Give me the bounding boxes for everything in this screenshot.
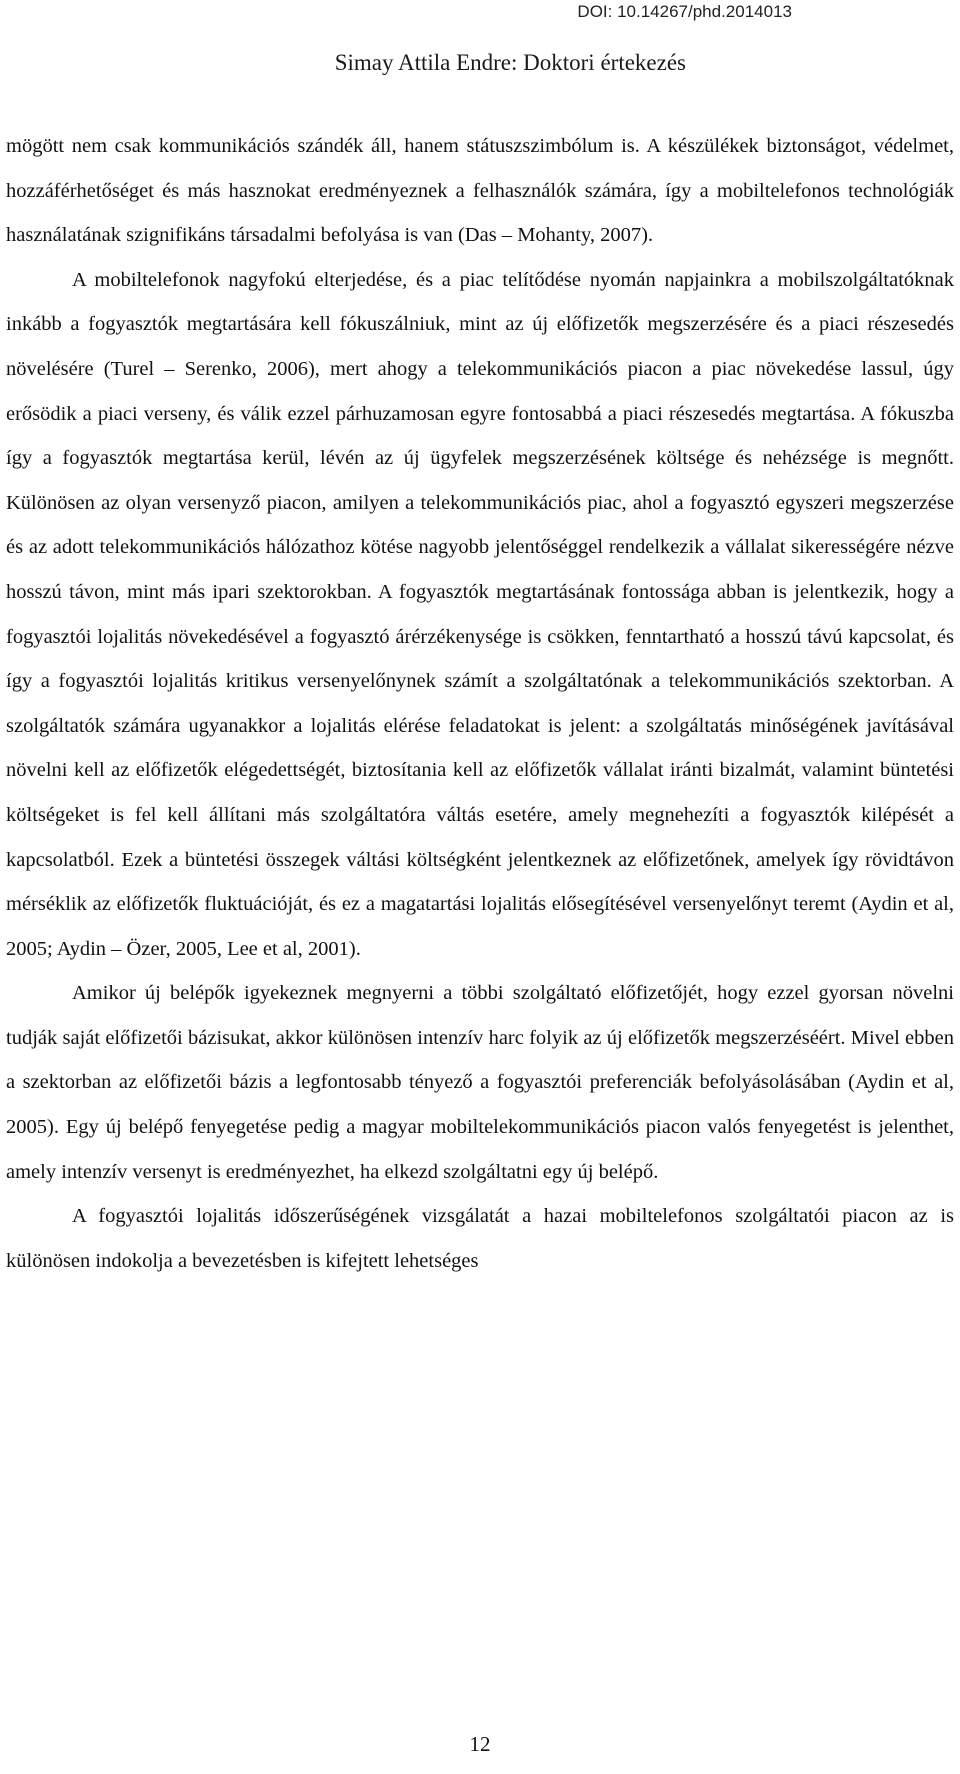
paragraph-3: Amikor új belépők igyekeznek megnyerni a többi szolgáltató előfizetőjét, hogy ezzel gyorsan növelni tudják saját előfizetői bázisukat, akkor különösen intenzív harc folyik az új előfizetők megszerzéséért. Mivel ebben a szektorban az előfizetői bázis a legfontosabb tényező a fogyasztói preferenciák befolyásolásában (Aydin et al, 2005). Egy új belépő fenyegetése pedig a magyar mobiltelekommunikációs piacon valós fenyegetést is jelenthet, amely intenzív versenyt is eredményezhet, ha elkezd szolgáltatni egy új belépő.: [6, 982, 954, 1183]
paragraph-2: A mobiltelefonok nagyfokú elterjedése, és a piac telítődése nyomán napjainkra a mobilszolgáltatóknak inkább a fogyasztók megtartására kell fókuszálniuk, mint az új előfizetők megszerzésére és a piaci részesedés növelésére (Turel – Serenko, 2006), mert ahogy a telekommunikációs piacon a piac növekedése lassul, úgy erősödik a piaci verseny, és válik ezzel párhuzamosan egyre fontosabbá a piaci részesedés megtartása. A fókuszba így a fogyasztók megtartása kerül, lévén az új ügyfelek megszerzésének költsége és nehézsége is megnőtt. Különösen az olyan versenyző piacon, amilyen a telekommunikációs piac, ahol a fogyasztó egyszeri megszerzése és az adott telekommunikációs hálózathoz kötése nagyobb jelentőséggel rendelkezik a vállalat sikerességére nézve hosszú távon, mint más ipari szektorokban. A fogyasztók megtartásának fontossága abban is jelentkezik, hogy a fogyasztói lojalitás növekedésével a fogyasztó árérzékenysége is csökken, fenntartható a hosszú távú kapcsolat, és így a fogyasztói lojalitás kritikus versenyelőnynek számít a szolgáltatónak a telekommunikációs szektorban. A szolgáltatók számára ugyanakkor a lojalitás elérése feladatokat is jelent: a szolgáltatás minőségének javításával növelni kell az előfizetők elégedettségét, biztosítania kell az előfizetők vállalat iránti bizalmát, valamint büntetési költségeket is fel kell állítani más szolgáltatóra váltás esetére, amely megnehezíti a fogyasztók kilépését a kapcsolatból. Ezek a büntetési összegek váltási költségként jelentkeznek az előfizetőnek, amelyek így rövidtávon mérséklik az előfizetők fluktuációját, és ez a magatartási lojalitás elősegítésével versenyelőnyt teremt (Aydin et al, 2005; Aydin – Özer, 2005, Lee et al, 2001).: [6, 268, 954, 960]
page-body: [6, 124, 954, 1283]
running-header: Simay Attila Endre: Doktori értekezés: [334, 50, 686, 75]
doi-label: DOI: 10.14267/phd.2014013: [577, 2, 792, 21]
paragraph-4: A fogyasztói lojalitás időszerűségének vizsgálatát a hazai mobiltelefonos szolgáltatói piacon az is különösen indokolja a bevezetésben is kifejtett lehetséges: [6, 1205, 954, 1272]
page-number: 12: [469, 1732, 491, 1756]
paragraph-1: mögött nem csak kommunikációs szándék áll, hanem státuszszimbólum is. A készülékek biztonságot, védelmet, hozzáférhetőséget és más hasznokat eredményeznek a felhasználók számára, így a mobiltelefonos technológiák használatának szignifikáns társadalmi befolyása is van (Das – Mohanty, 2007).: [6, 135, 954, 247]
